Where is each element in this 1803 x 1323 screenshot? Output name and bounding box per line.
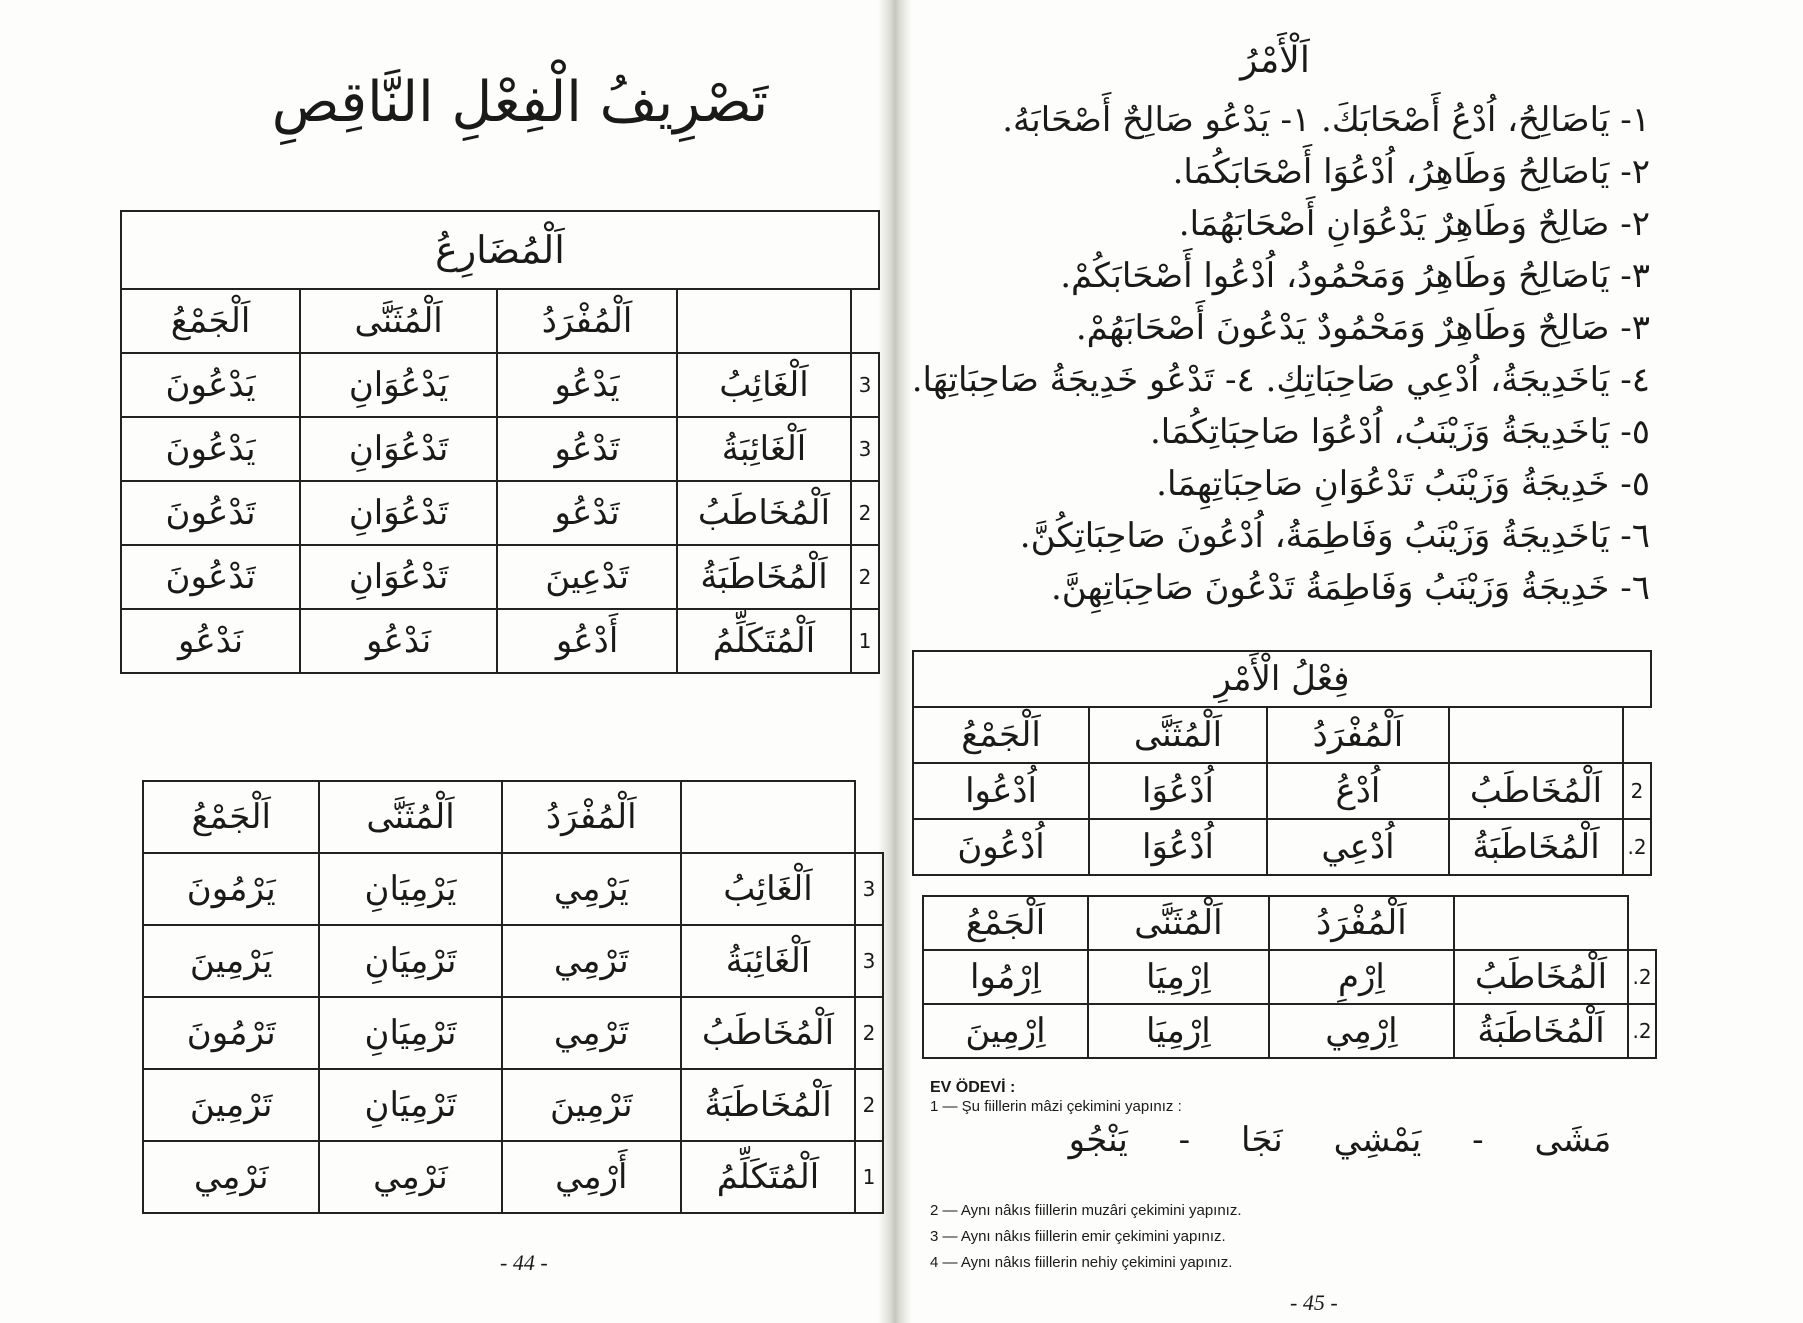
column-header: اَلْمُثَنَّى <box>319 781 501 853</box>
column-header: اَلْمُثَنَّى <box>300 289 497 353</box>
table-row: 1 اَلْمُتَكَلِّمُ أَدْعُو نَدْعُو نَدْعُو <box>121 609 879 673</box>
example-sentence: ١- يَاصَالِحُ، اُدْعُ أَصْحَابَكَ. ١- يَدْعُو صَالِحٌ أَصْحَابَهُ. <box>1002 100 1650 140</box>
table-row: 3 اَلْغَائِبُ يَرْمِي يَرْمِيَانِ يَرْمُونَ <box>143 853 883 925</box>
column-header: اَلْجَمْعُ <box>143 781 319 853</box>
example-sentence: ٥- خَدِيجَةُ وَزَيْنَبُ تَدْعُوَانِ صَاحِبَاتِهِمَا. <box>1156 464 1650 504</box>
table-super-header: اَلْمُضَارِعُ <box>121 211 879 289</box>
table-row: 2. اَلْمُخَاطَبَةُ اِرْمِي اِرْمِيَا اِرْمِينَ <box>923 1004 1656 1058</box>
column-header: اَلْجَمْعُ <box>923 896 1088 950</box>
column-header: اَلْمُفْرَدُ <box>1269 896 1454 950</box>
table-row: 2 اَلْمُخَاطَبُ تَرْمِي تَرْمِيَانِ تَرْمُونَ <box>143 997 883 1069</box>
verb-pair: مَشَى - يَمْشِي <box>1333 1120 1612 1160</box>
column-header: اَلْمُفْرَدُ <box>502 781 681 853</box>
column-header: اَلْجَمْعُ <box>913 707 1089 763</box>
section-title: اَلْأَمْرُ <box>1240 40 1310 81</box>
example-sentence: ٦- خَدِيجَةُ وَزَيْنَبُ وَفَاطِمَةُ تَدْعُونَ صَاحِبَاتِهِنَّ. <box>1050 568 1650 608</box>
table-row: 3 اَلْغَائِبَةُ تَرْمِي تَرْمِيَانِ يَرْمِينَ <box>143 925 883 997</box>
example-sentence: ٣- يَاصَالِحُ وَطَاهِرُ وَمَحْمُودُ، اُدْعُوا أَصْحَابَكُمْ. <box>1060 256 1650 296</box>
table-row: 2 اَلْمُخَاطَبُ تَدْعُو تَدْعُوَانِ تَدْعُونَ <box>121 481 879 545</box>
column-header: اَلْمُثَنَّى <box>1089 707 1267 763</box>
example-sentence: ٣- صَالِحٌ وَطَاهِرٌ وَمَحْمُودٌ يَدْعُونَ أَصْحَابَهُمْ. <box>1075 308 1650 348</box>
irmi-conjugation-table <box>922 895 1657 1059</box>
homework-item: 4 — Aynı nâkıs fiillerin nehiy çekimini yapınız. <box>930 1254 1233 1271</box>
ramy-conjugation-table <box>142 780 884 1214</box>
page-number-right: - 45 - <box>1290 1290 1338 1315</box>
verb-pair: نَجَا - يَنْجُو <box>1068 1120 1283 1160</box>
table-row: 2. اَلْمُخَاطَبَةُ اُدْعِي اُدْعُوَا اُدْعُونَ <box>913 819 1651 875</box>
example-sentence: ٢- يَاصَالِحُ وَطَاهِرُ، اُدْعُوَا أَصْحَابَكُمَا. <box>1172 152 1650 192</box>
homework-verbs <box>1040 1120 1640 1160</box>
column-header: اَلْجَمْعُ <box>121 289 300 353</box>
amr-conjugation-table <box>912 650 1652 876</box>
table-super-header: فِعْلُ الْأَمْرِ <box>913 651 1651 707</box>
example-sentence: ٢- صَالِحٌ وَطَاهِرٌ يَدْعُوَانِ أَصْحَابَهُمَا. <box>1178 204 1650 244</box>
homework-item: 2 — Aynı nâkıs fiillerin muzâri çekimini yapınız. <box>930 1202 1242 1219</box>
page-title: تَصْرِيفُ الْفِعْلِ النَّاقِصِ <box>271 70 769 135</box>
table-row: 2 اَلْمُخَاطَبُ اُدْعُ اُدْعُوَا اُدْعُوا <box>913 763 1651 819</box>
example-sentence: ٥- يَاخَدِيجَةُ وَزَيْنَبُ، اُدْعُوَا صَاحِبَاتِكُمَا. <box>1149 412 1650 452</box>
column-header: اَلْمُفْرَدُ <box>497 289 677 353</box>
column-header: اَلْمُفْرَدُ <box>1267 707 1449 763</box>
table-row: 3 اَلْغَائِبُ يَدْعُو يَدْعُوَانِ يَدْعُونَ <box>121 353 879 417</box>
mudari-conjugation-table <box>120 210 880 674</box>
table-row: 2 اَلْمُخَاطَبَةُ تَرْمِينَ تَرْمِيَانِ تَرْمِينَ <box>143 1069 883 1141</box>
table-row: 3 اَلْغَائِبَةُ تَدْعُو تَدْعُوَانِ يَدْعُونَ <box>121 417 879 481</box>
table-row: 2. اَلْمُخَاطَبُ اِرْمِ اِرْمِيَا اِرْمُوا <box>923 950 1656 1004</box>
example-sentence: ٦- يَاخَدِيجَةُ وَزَيْنَبُ وَفَاطِمَةُ، اُدْعُونَ صَاحِبَاتِكُنَّ. <box>1019 516 1650 556</box>
page-number-left: - 44 - <box>500 1250 548 1275</box>
table-row: 2 اَلْمُخَاطَبَةُ تَدْعِينَ تَدْعُوَانِ تَدْعُونَ <box>121 545 879 609</box>
table-row: 1 اَلْمُتَكَلِّمُ أَرْمِي نَرْمِي نَرْمِي <box>143 1141 883 1213</box>
example-sentence: ٤- يَاخَدِيجَةُ، اُدْعِي صَاحِبَاتِكِ. ٤- تَدْعُو خَدِيجَةُ صَاحِبَاتِهَا. <box>911 360 1650 400</box>
homework-item: 3 — Aynı nâkıs fiillerin emir çekimini yapınız. <box>930 1228 1226 1245</box>
homework-title: EV ÖDEVİ : <box>930 1079 1016 1096</box>
column-header: اَلْمُثَنَّى <box>1088 896 1269 950</box>
homework-item: 1 — Şu fiillerin mâzi çekimini yapınız : <box>930 1098 1182 1115</box>
